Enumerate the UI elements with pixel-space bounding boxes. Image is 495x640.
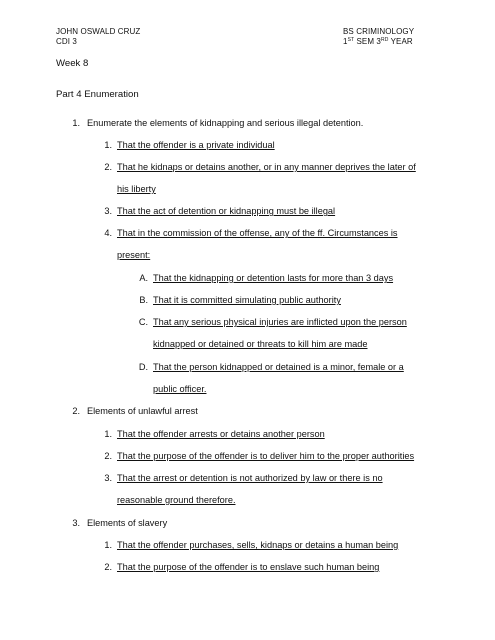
list-item: That he kidnaps or detains another, or in any manner deprives the later of (117, 162, 416, 172)
item-number: 1. (104, 540, 112, 550)
section-title: Elements of unlawful arrest (87, 406, 198, 416)
list-item: That the arrest or detention is not authorized by law or there is no (117, 473, 383, 483)
list-item: That the purpose of the offender is to enslave such human being (117, 562, 380, 572)
subitem-letter: A. (139, 273, 148, 283)
subject-code: CDI 3 (56, 37, 77, 46)
section-number: 2. (72, 406, 80, 416)
subitem-letter: B. (139, 295, 148, 305)
section-number: 1. (72, 118, 80, 128)
item-number: 3. (104, 206, 112, 216)
list-item: That the purpose of the offender is to deliver him to the proper authorities (117, 451, 415, 461)
week-label: Week 8 (56, 58, 89, 69)
sub-list-item: That the person kidnapped or detained is a minor, female or a (153, 362, 404, 372)
subitem-letter: D. (138, 362, 148, 372)
student-name: JOHN OSWALD CRUZ (56, 27, 141, 36)
sub-list-item-continuation: kidnapped or detained or threats to kill him are made (153, 339, 368, 349)
section-number: 3. (72, 518, 80, 528)
item-number: 1. (104, 140, 112, 150)
header-right (343, 27, 414, 47)
list-item-continuation: his liberty (117, 184, 156, 194)
item-number: 2. (104, 451, 112, 461)
section-title: Elements of slavery (87, 518, 168, 528)
sub-list-item: That any serious physical injuries are inflicted upon the person (153, 317, 407, 327)
list-item-continuation: present: (117, 250, 151, 260)
header-left (56, 27, 140, 47)
list-item: That the act of detention or kidnapping must be illegal (117, 206, 336, 216)
item-number: 4. (104, 228, 112, 238)
list-item: That the offender arrests or detains another person (117, 429, 325, 439)
part-title: Part 4 Enumeration (56, 89, 139, 100)
subitem-letter: C. (138, 317, 148, 327)
list-item: That the offender purchases, sells, kidnaps or detains a human being (117, 540, 399, 550)
sub-list-item: That the kidnapping or detention lasts for more than 3 days (153, 273, 394, 283)
sub-list-item: That it is committed simulating public authority (153, 295, 341, 305)
item-number: 2. (104, 162, 112, 172)
item-number: 3. (104, 473, 112, 483)
sub-list-item-continuation: public officer. (153, 384, 207, 394)
course-name: BS CRIMINOLOGY (343, 27, 415, 36)
list-item: That in the commission of the offense, any of the ff. Circumstances is (117, 228, 398, 238)
list-item: That the offender is a private individual (117, 140, 275, 150)
section-title: Enumerate the elements of kidnapping and serious illegal detention. (87, 118, 364, 128)
term-info: 1ST SEM 3RD YEAR (343, 37, 413, 46)
item-number: 2. (104, 562, 112, 572)
item-number: 1. (104, 429, 112, 439)
list-item-continuation: reasonable ground therefore. (117, 495, 236, 505)
